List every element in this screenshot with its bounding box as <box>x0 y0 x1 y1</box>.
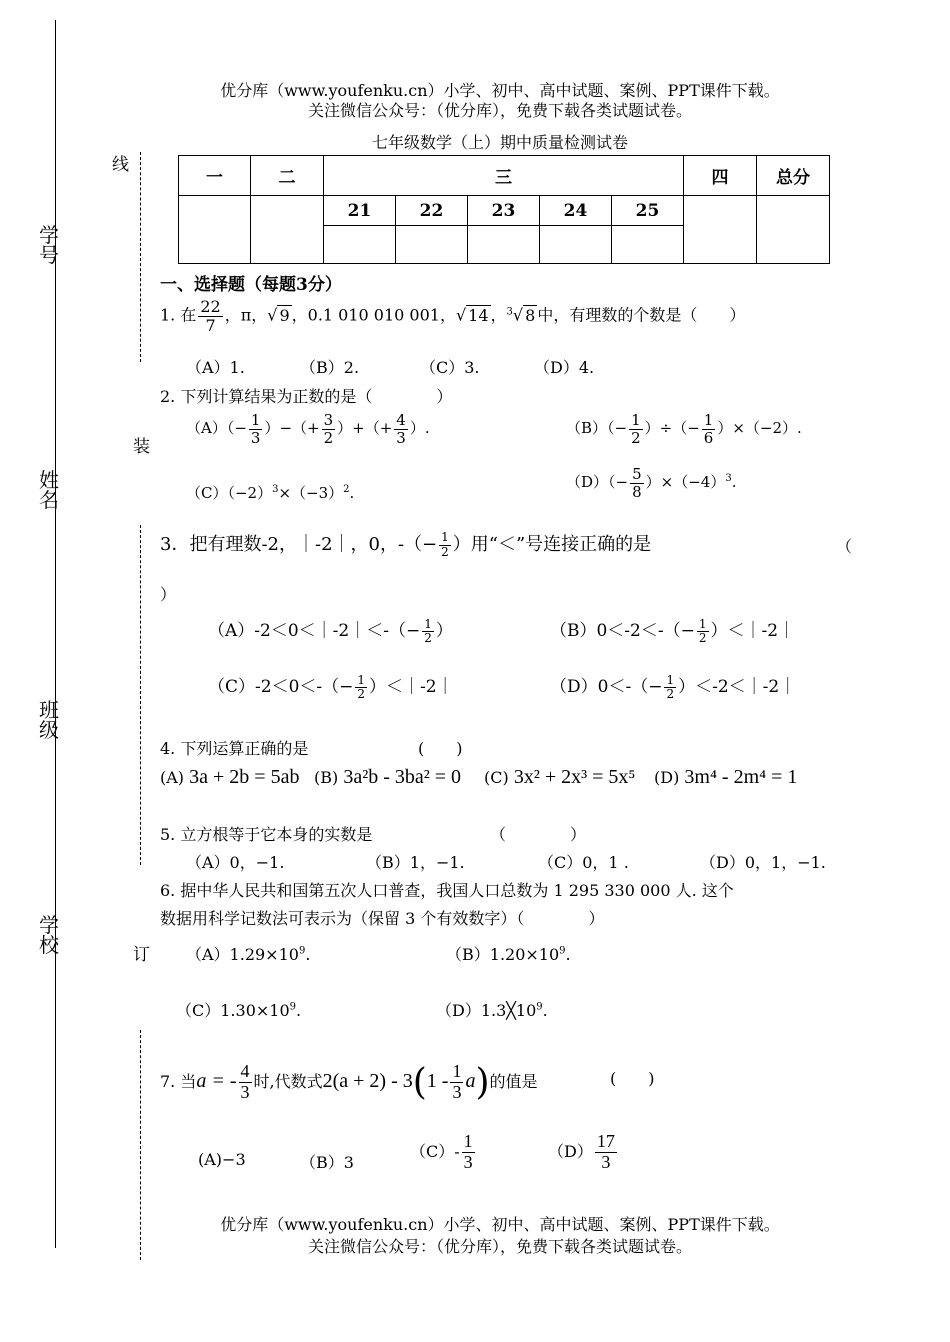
score-header-2: 二 <box>251 156 324 196</box>
q5-option-b[interactable]: （B）1，−1. <box>366 853 465 872</box>
section-1-title: 一、选择题（每题3分） <box>160 275 342 295</box>
score-cell-24[interactable] <box>540 226 612 264</box>
score-sub-23: 23 <box>468 196 540 226</box>
q6-option-a[interactable]: $(A)1.29\times 10^9$. <box>186 945 311 964</box>
q1-sqrt9: 9 <box>279 305 290 325</box>
q3-option-a[interactable]: （A）-2＜0＜｜-2｜＜-（− $\frac{1}{2}$ ） <box>208 616 453 645</box>
q5-option-c[interactable]: （C）0，1 . <box>538 853 629 872</box>
score-cell-22[interactable] <box>396 226 468 264</box>
q4-option-a[interactable]: (A) 3a + 2b = 5ab <box>160 766 300 788</box>
score-header-1: 一 <box>179 156 251 196</box>
q7-blank[interactable]: ( ) <box>610 1069 655 1088</box>
q7-option-d[interactable]: （D） $\frac{17}{3}$ <box>548 1131 615 1172</box>
score-cell-25[interactable] <box>612 226 684 264</box>
score-cell-1[interactable] <box>179 196 251 264</box>
score-sub-21: 21 <box>324 196 396 226</box>
q2-option-b[interactable]: （B）（− $\frac{1}{2}$ ）÷（− $\frac{1}{6}$ ）×（−2）. <box>566 411 802 447</box>
name-label: 姓名 <box>39 468 59 512</box>
q4-option-d[interactable]: (D) 3m⁴ - 2m⁴ = 1 <box>654 766 798 788</box>
cut-line-1 <box>140 152 141 362</box>
q1-option-d[interactable]: （D）4. <box>534 358 595 377</box>
outer-margin-line <box>55 20 56 1248</box>
q2-option-d[interactable]: （D）（− $\frac{5}{8}$ ）$\times(-4)^3$. <box>566 465 737 501</box>
q5-option-a[interactable]: （A）0，−1. <box>186 853 285 872</box>
q6-option-b[interactable]: $(B)1.20\times 10^9$. <box>446 945 571 964</box>
ding-label: 订 <box>133 945 150 965</box>
score-cell-23[interactable] <box>468 226 540 264</box>
q4-option-c[interactable]: (C) 3x² + 2x³ = 5x⁵ <box>484 766 636 788</box>
q5-blank[interactable]: （ ） <box>490 825 587 844</box>
q1-stem: 1. 在 $\frac{22}{7}$ ，π，√ 9 ，0.1 010 010 001，√ 14 ，$^3$√ 8 中，有理数的个数是（ ） <box>160 297 746 335</box>
q1-option-a[interactable]: （A）1. <box>186 358 245 377</box>
q7-option-c[interactable]: （C）- $\frac{1}{3}$ <box>410 1131 473 1172</box>
score-cell-4[interactable] <box>684 196 757 264</box>
q2-option-a[interactable]: （A）（− $\frac{1}{3}$ ）−（+ $\frac{3}{2}$ ）+（+ $\frac{4}{3}$ ）. <box>186 411 430 447</box>
score-table <box>178 155 830 264</box>
q3-blank-left[interactable]: （ <box>836 537 853 556</box>
q2-option-c[interactable]: $(C)(-2)^3\times(-3)^2$. <box>186 484 355 502</box>
zhuang-label: 装 <box>133 437 150 457</box>
exam-title: 七年级数学（上）期中质量检测试卷 <box>371 133 628 152</box>
q4-stem: 4. 下列运算正确的是 <box>160 739 309 758</box>
q5-option-d[interactable]: （D）0，1，−1. <box>700 853 826 872</box>
q3-option-d[interactable]: （D）0＜-（− $\frac{1}{2}$ ）＜-2＜｜-2｜ <box>550 672 797 701</box>
q1-option-c[interactable]: （C）3. <box>420 358 480 377</box>
score-sub-24: 24 <box>540 196 612 226</box>
score-sub-25: 25 <box>612 196 684 226</box>
q6-stem-line2: 数据用科学记数法可表示为（保留 3 个有效数字）（ ） <box>160 909 605 928</box>
q3-option-b[interactable]: （B）0＜-2＜-（− $\frac{1}{2}$ ）＜｜-2｜ <box>550 616 796 645</box>
score-cell-21[interactable] <box>324 226 396 264</box>
footer-line-1: 优分库（www.youfenku.cn）小学、初中、高中试题、案例、PPT课件下载。 <box>220 1215 780 1234</box>
score-cell-total[interactable] <box>757 196 830 264</box>
q7-option-b[interactable]: （B）3 <box>300 1153 354 1172</box>
q4-blank[interactable]: ( ) <box>418 739 463 758</box>
header-line-2: 关注微信公众号：（优分库），免费下载各类试题试卷。 <box>307 101 692 120</box>
footer-line-2: 关注微信公众号：（优分库），免费下载各类试题试卷。 <box>307 1237 692 1256</box>
q3-option-c[interactable]: （C）-2＜0＜-（− $\frac{1}{2}$ ）＜｜-2｜ <box>208 672 454 701</box>
student-id-label: 学号 <box>39 223 59 267</box>
score-sub-22: 22 <box>396 196 468 226</box>
xian-label: 线 <box>112 155 129 175</box>
class-label: 班级 <box>39 698 59 742</box>
q7-stem: 7. 当a = - $\frac{4}{3}$ 时,代数式2(a + 2) - 3(1 - $\frac{1}{3}$ a)的值是 <box>160 1061 538 1103</box>
q1-option-b[interactable]: （B）2. <box>300 358 360 377</box>
q2-stem: 2. 下列计算结果为正数的是（ ） <box>160 387 453 406</box>
score-header-4: 四 <box>684 156 757 196</box>
q1-cbrt8: 8 <box>525 305 536 325</box>
q5-stem: 5. 立方根等于它本身的实数是 <box>160 825 373 844</box>
q6-option-c[interactable]: $(C)1.30\times 10^9$. <box>176 1001 302 1020</box>
school-label: 学校 <box>39 913 59 957</box>
q6-stem-line1: 6. 据中华人民共和国第五次人口普查，我国人口总数为 1 295 330 000 人. 这个 <box>160 881 734 900</box>
q4-option-b[interactable]: (B) 3a²b - 3ba² = 0 <box>314 766 462 788</box>
score-header-total: 总分 <box>757 156 830 196</box>
q1-sqrt14: 14 <box>468 305 489 325</box>
cut-line-2 <box>140 525 141 865</box>
score-header-3: 三 <box>324 156 684 196</box>
q6-option-d[interactable]: $(D)1.3╳10^9$. <box>436 1001 548 1020</box>
q3-stem: 3．把有理数-2，｜-2｜，0，-（− $\frac{1}{2}$ ）用“＜”号连接正确的是 <box>160 530 652 559</box>
q7-option-a[interactable]: (A)−3 <box>198 1150 246 1169</box>
q3-blank-right[interactable]: ） <box>160 585 177 604</box>
score-cell-2[interactable] <box>251 196 324 264</box>
header-line-1: 优分库（www.youfenku.cn）小学、初中、高中试题、案例、PPT课件下载。 <box>220 81 780 100</box>
